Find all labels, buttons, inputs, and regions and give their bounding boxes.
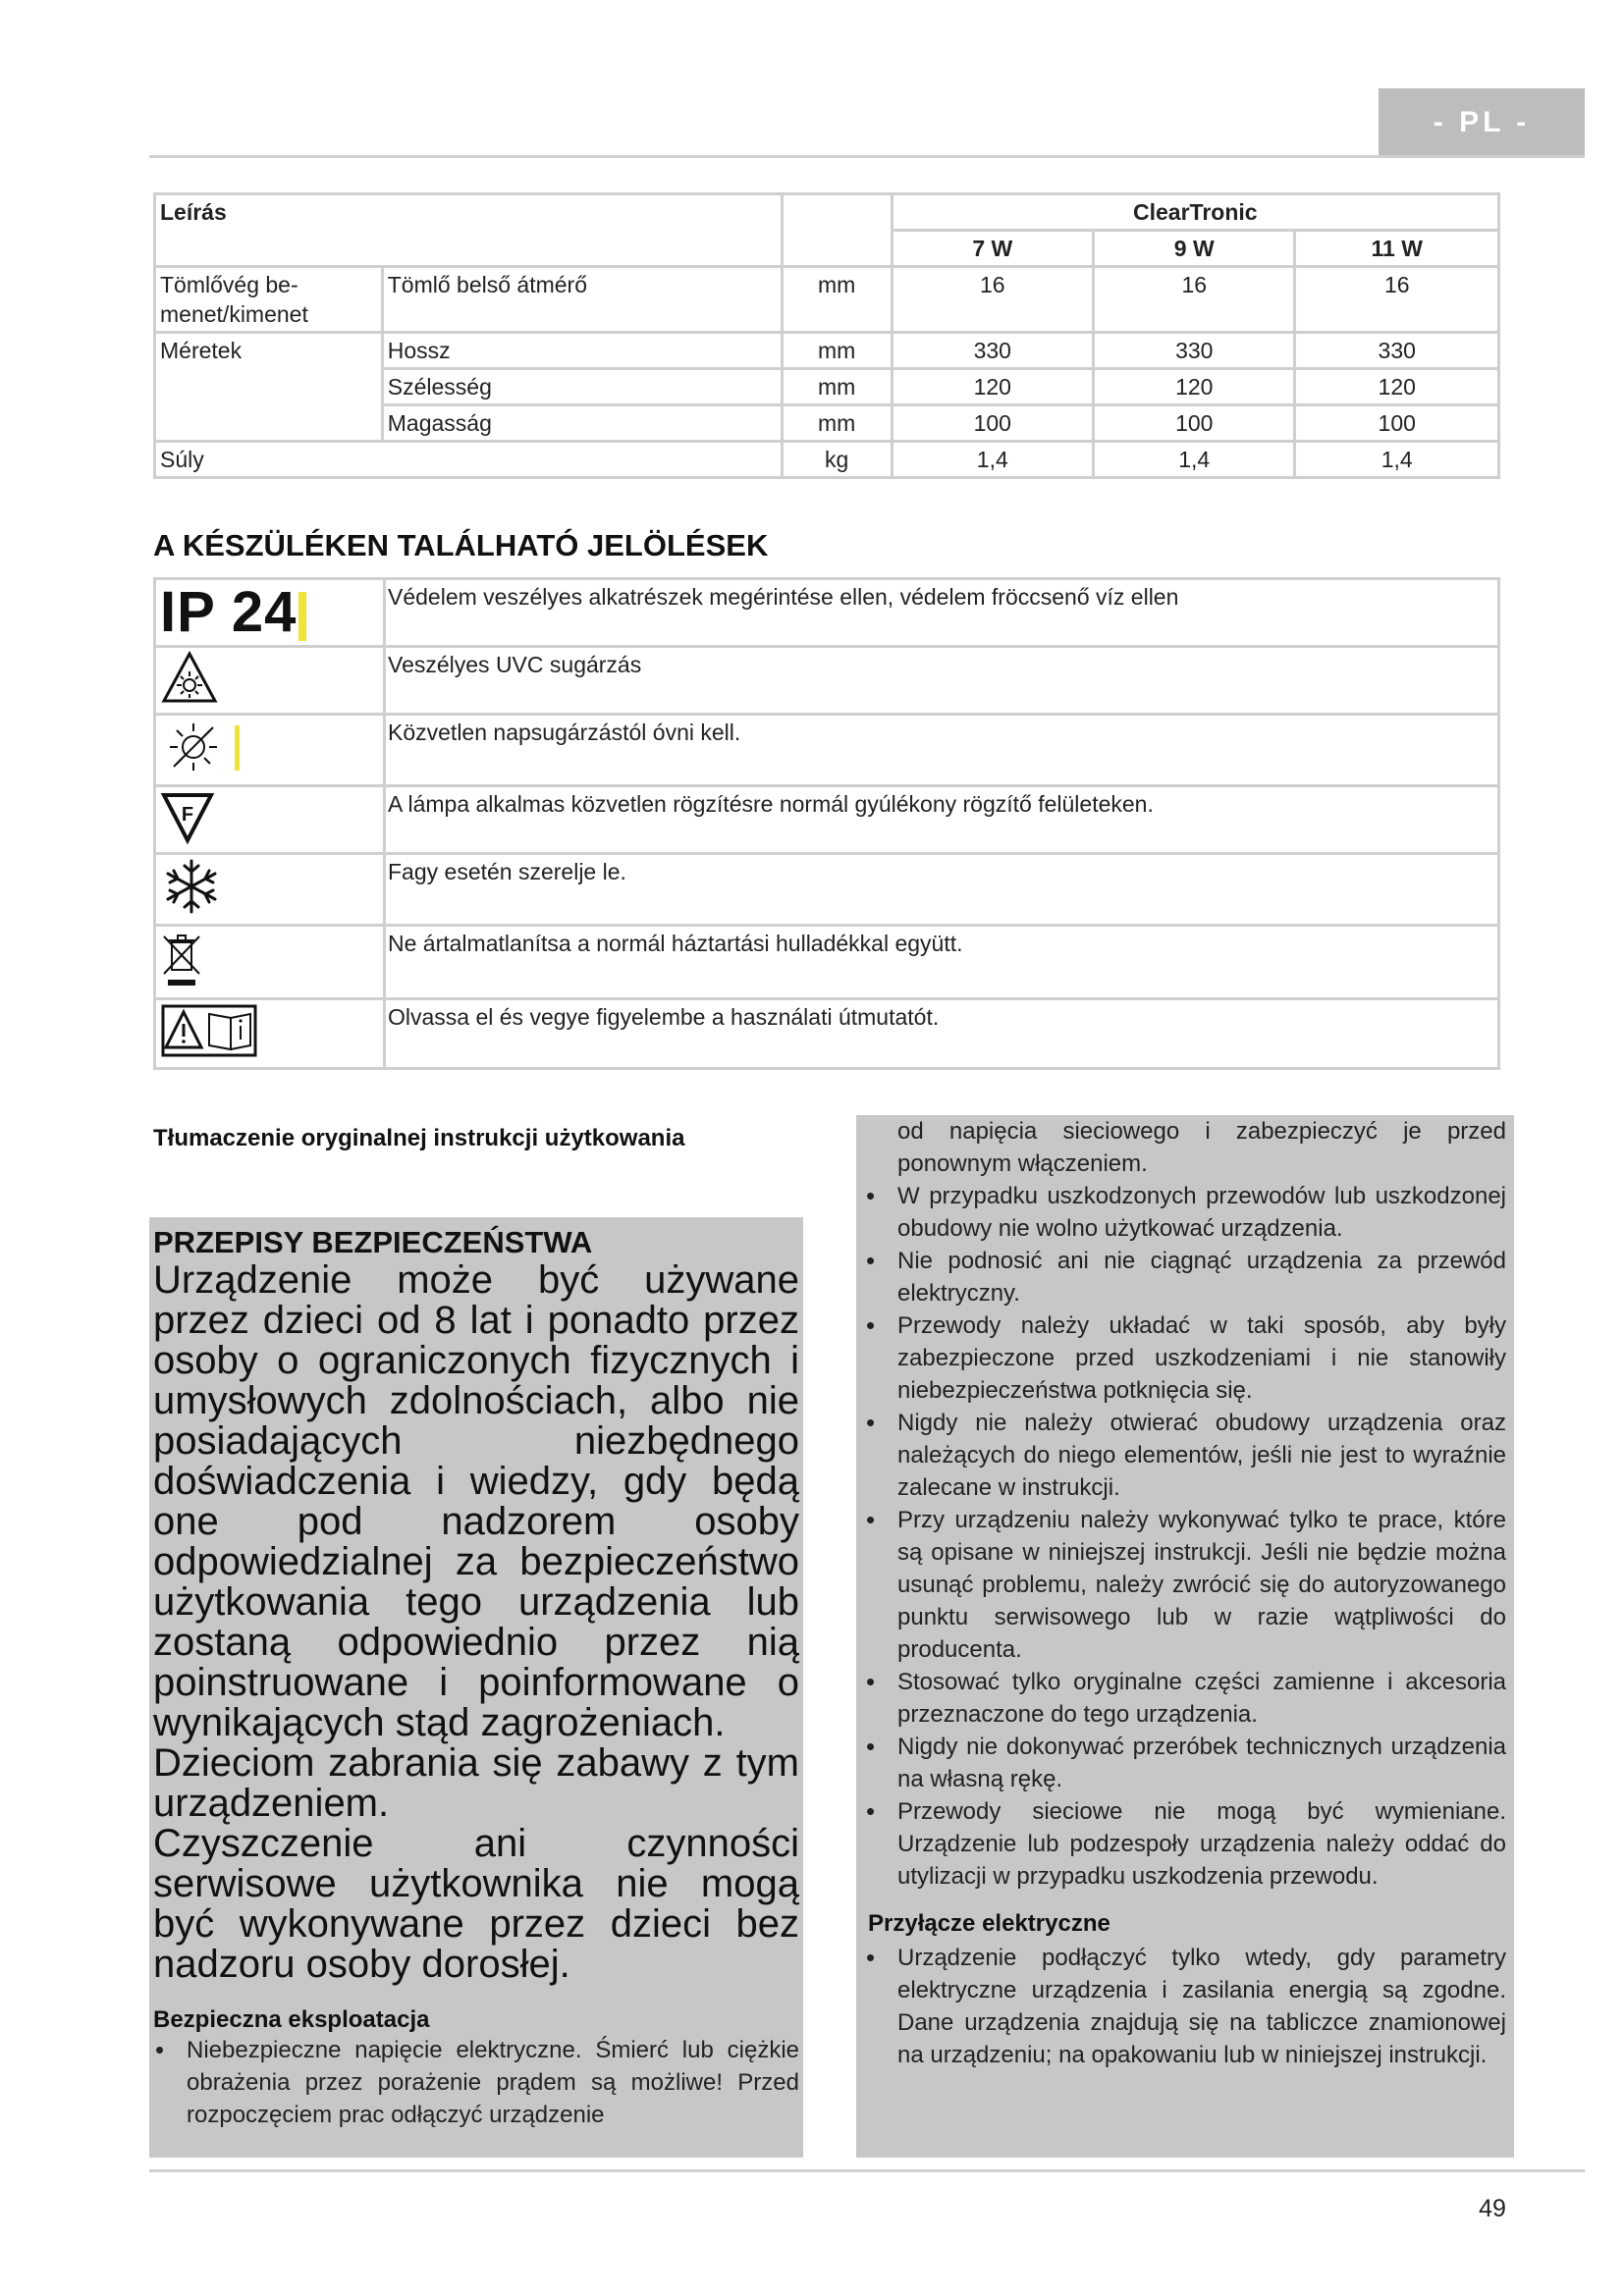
table-row <box>155 267 1499 333</box>
table-row <box>155 333 1499 369</box>
value-cell: 330 <box>1094 333 1295 369</box>
unit-cell: mm <box>782 405 892 442</box>
value-cell: 16 <box>1094 267 1295 333</box>
svg-text:F: F <box>181 804 194 826</box>
specs-header-row <box>155 194 1499 231</box>
unit-cell: mm <box>782 369 892 405</box>
value-cell: 1,4 <box>1295 442 1499 478</box>
weee-bin-icon <box>155 926 385 999</box>
list-item: • Urządzenie podłączyć tylko wtedy, gdy parametry elektryczne urządzenia i zasilania energią są zgodne. Dane urządzenia znajdują się na tabliczce znamionowej na urządzeniu; na opakowaniu lub w niniejszej instrukcji. <box>864 1942 1506 2071</box>
ip24-label: IP 24 <box>160 580 298 644</box>
hose-param: Tömlő belső átmérő <box>382 267 782 333</box>
unit-cell: kg <box>782 442 892 478</box>
product-name: ClearTronic <box>892 194 1498 231</box>
hose-label: Tömlővég be-menet/kimenet <box>155 267 383 333</box>
read-manual-icon <box>155 999 385 1069</box>
marking-text: Ne ártalmatlanítsa a normál háztartási hulladékkal együtt. <box>385 926 1499 999</box>
marking-row <box>155 999 1499 1069</box>
safety-list <box>864 1180 1506 1893</box>
electric-connection-title: Przyłącze elektryczne <box>868 1910 1110 1937</box>
list-item: • Stosować tylko oryginalne części zamienne i akcesoria przeznaczone do tego urządzenia. <box>864 1666 1506 1731</box>
list-item: • Nigdy nie należy otwierać obudowy urządzenia oraz należących do niego elementów, jeśli nie jest to wyraźnie zalecane w instrukcji. <box>864 1407 1506 1504</box>
marking-text: Olvassa el és vegye figyelembe a használati útmutatót. <box>385 999 1499 1069</box>
marking-row <box>155 715 1499 786</box>
value-cell: 16 <box>892 267 1093 333</box>
value-cell: 330 <box>1295 333 1499 369</box>
header-divider <box>149 155 1585 158</box>
value-cell: 100 <box>1295 405 1499 442</box>
unit-header <box>782 194 892 267</box>
safety-box-left <box>149 1217 803 2158</box>
list-item: • Przewody należy układać w taki sposób, aby były zabezpieczone przed uszkodzeniami i nie stanowiły niebezpieczeństwa potknięcia się. <box>864 1309 1506 1407</box>
model-header: 11 W <box>1295 231 1499 267</box>
unit-cell: mm <box>782 333 892 369</box>
list-item: • Przewody sieciowe nie mogą być wymieniane. Urządzenie lub podzespoły urządzenia należy oddać do utylizacji w przypadku uszkodzenia przewodu. <box>864 1795 1506 1893</box>
value-cell: 100 <box>892 405 1093 442</box>
marking-row <box>155 579 1499 647</box>
marking-text: Védelem veszélyes alkatrészek megérintése ellen, védelem fröccsenő víz ellen <box>385 579 1499 647</box>
sun-protect-icon <box>155 715 385 786</box>
list-item: • Nie podnosić ani nie ciągnąć urządzenia za przewód elektryczny. <box>864 1245 1506 1309</box>
markings-table <box>153 577 1500 1070</box>
safe-operation-title: Bezpieczna eksploatacja <box>153 2006 430 2033</box>
list-item: • Nigdy nie dokonywać przeróbek technicznych urządzenia na własną rękę. <box>864 1731 1506 1795</box>
value-cell: 330 <box>892 333 1093 369</box>
safety-box-right <box>856 1115 1514 2158</box>
value-cell: 120 <box>1094 369 1295 405</box>
specs-table <box>153 192 1500 479</box>
list-item: • Niebezpieczne napięcie elektryczne. Śmierć lub ciężkie obrażenia przez porażenie prądem są możliwe! Przed rozpoczęciem prac odłączyć urządzenie <box>153 2034 799 2131</box>
marking-text: Fagy esetén szerelje le. <box>385 854 1499 926</box>
weight-label: Súly <box>155 442 783 478</box>
electric-list <box>864 1942 1506 2071</box>
dims-label: Méretek <box>155 333 383 442</box>
table-row <box>155 442 1499 478</box>
value-cell: 120 <box>1295 369 1499 405</box>
list-item: • W przypadku uszkodzonych przewodów lub uszkodzonej obudowy nie wolno użytkować urządzenia. <box>864 1180 1506 1245</box>
footer-divider <box>149 2169 1585 2172</box>
safety-title: PRZEPISY BEZPIECZEŃSTWA <box>153 1225 593 1259</box>
page-number: 49 <box>1479 2195 1506 2222</box>
dims-param: Szélesség <box>382 369 782 405</box>
markings-title: A KÉSZÜLÉKEN TALÁLHATÓ JELÖLÉSEK <box>153 528 769 562</box>
marking-row <box>155 854 1499 926</box>
translation-heading: Tłumaczenie oryginalnej instrukcji użytkowania <box>153 1125 685 1151</box>
marking-text: Közvetlen napsugárzástól óvni kell. <box>385 715 1499 786</box>
dims-param: Hossz <box>382 333 782 369</box>
f-triangle-icon <box>155 786 385 854</box>
model-header: 9 W <box>1094 231 1295 267</box>
value-cell: 100 <box>1094 405 1295 442</box>
marking-row <box>155 786 1499 854</box>
safe-operation-list <box>153 2034 799 2131</box>
value-cell: 1,4 <box>892 442 1093 478</box>
marking-row <box>155 647 1499 715</box>
safety-paragraph: Dzieciom zabrania się zabawy z tym urządzeniem. <box>153 1741 799 1825</box>
value-cell: 1,4 <box>1094 442 1295 478</box>
unit-cell: mm <box>782 267 892 333</box>
continuation-text: od napięcia sieciowego i zabezpieczyć je przed ponownym włączeniem. <box>897 1118 1506 1177</box>
dims-param: Magasság <box>382 405 782 442</box>
marking-text: A lámpa alkalmas közvetlen rögzítésre normál gyúlékony rögzítő felületeken. <box>385 786 1499 854</box>
ip24-icon <box>155 579 385 647</box>
list-item: • Przy urządzeniu należy wykonywać tylko te prace, które są opisane w niniejszej instrukcji. Jeśli nie będzie można usunąć problemu, należy zwrócić się do autoryzowanego punktu serwisowego lub w razie wątpliwości do producenta. <box>864 1504 1506 1666</box>
safety-paragraph: Czyszczenie ani czynności serwisowe użytkownika nie mogą być wykonywane przez dzieci bez nadzoru osoby dorosłej. <box>153 1822 799 1986</box>
desc-header: Leírás <box>155 194 783 267</box>
safety-paragraph: Urządzenie może być używane przez dzieci od 8 lat i ponadto przez osoby o ograniczonych fizycznych i umysłowych zdolnościach, albo nie posiadających niezbędnego doświadczenia i wiedzy, gdy będą one pod nadzorem osoby odpowiedzialnej za bezpieczeństwo użytkowania tego urządzenia lub zostaną odpowiednio przez nią poinstruowane i poinformowane o wynikających stąd zagrożeniach. <box>153 1258 799 1744</box>
model-header: 7 W <box>892 231 1093 267</box>
marking-row <box>155 926 1499 999</box>
value-cell: 120 <box>892 369 1093 405</box>
snowflake-icon <box>155 854 385 926</box>
marking-text: Veszélyes UVC sugárzás <box>385 647 1499 715</box>
value-cell: 16 <box>1295 267 1499 333</box>
uvc-warning-icon <box>155 647 385 715</box>
language-badge: - PL - <box>1379 88 1585 157</box>
